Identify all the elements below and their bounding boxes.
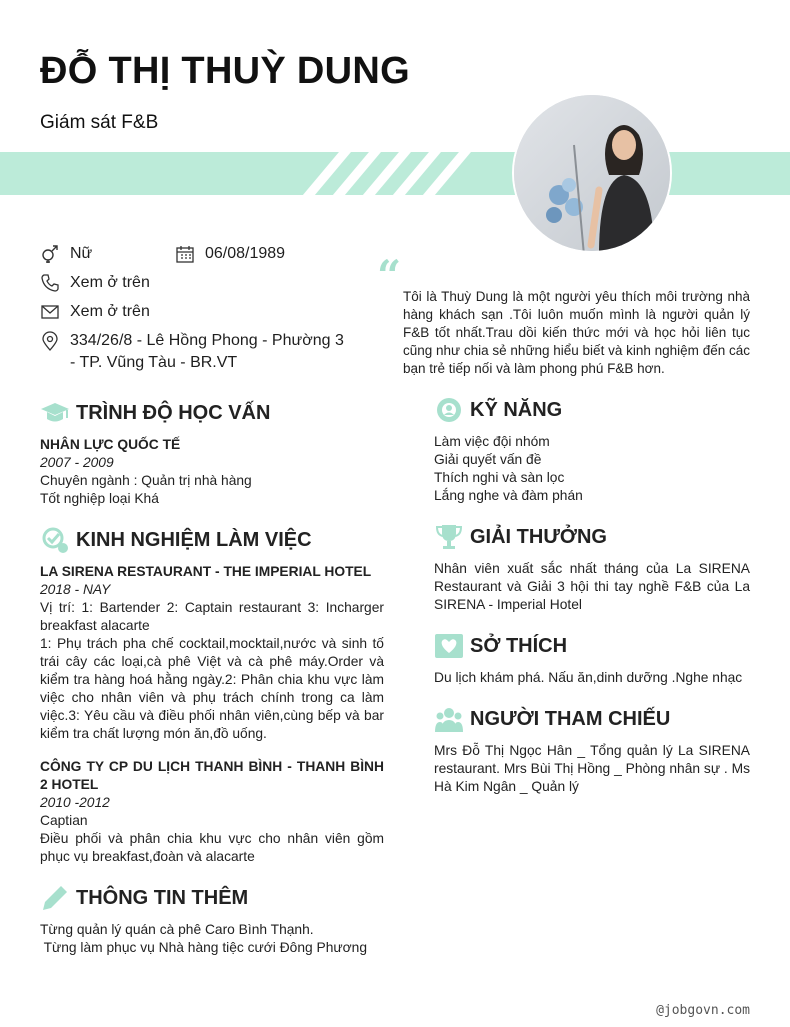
address-row [40, 330, 350, 374]
skill-item: Giải quyết vấn đề [434, 452, 542, 467]
job-period: 2010 -2012 [40, 795, 110, 810]
job-entry [40, 563, 384, 743]
heart-icon [434, 631, 464, 661]
references-heading-text: NGƯỜI THAM CHIẾU [470, 707, 671, 730]
skill-item: Làm việc đội nhóm [434, 434, 550, 449]
email-value: Xem ở trên [70, 303, 150, 320]
mail-icon [40, 302, 60, 322]
address-value: 334/26/8 - Lê Hồng Phong - Phường 3 - TP. Vũng Tàu - BR.VT [70, 332, 344, 371]
hobbies-heading [434, 631, 567, 661]
people-icon [434, 704, 464, 734]
job-role: Captian [40, 813, 88, 828]
education-result: Tốt nghiệp loại Khá [40, 491, 159, 506]
graduation-cap-icon [40, 398, 70, 428]
location-icon [40, 331, 60, 351]
job-title: Giám sát F&B [40, 112, 159, 133]
job-details: Điều phối và phân chia khu vực cho nhân viên gồm phục vụ breakfast,đoàn và alacarte [40, 831, 384, 864]
gender-value: Nữ [70, 245, 93, 262]
profile-photo [512, 93, 672, 253]
pencil-icon [40, 883, 70, 913]
gender-icon [40, 244, 60, 264]
phone-value: Xem ở trên [70, 274, 150, 291]
skills-heading-text: KỸ NĂNG [470, 398, 563, 421]
education-entry [40, 436, 384, 508]
gender-row [40, 243, 92, 265]
experience-heading [40, 525, 312, 555]
job-entry [40, 758, 384, 866]
experience-heading-text: KINH NGHIỆM LÀM VIỆC [76, 528, 312, 551]
awards-heading-text: GIẢI THƯỞNG [470, 525, 607, 548]
about-text: Tôi là Thuỳ Dung là một người yêu thích môi trường nhà hàng khách sạn .Tôi luôn muốn mình là người quản lý F&B tốt nhất.Trau dồi kiến thức mới và học hỏi liên tục cũng như chia sẻ những hiểu biết và kinh nghiệm đến các bạn trẻ tiếp nối và làm phong phú F&B hơn. [403, 289, 750, 376]
job-period: 2018 - NAY [40, 582, 111, 597]
skill-item: Thích nghi và sàn lọc [434, 470, 565, 485]
hobbies-text: Du lịch khám phá. Nấu ăn,dinh dưỡng .Nghe nhạc [434, 670, 743, 685]
candidate-name: ĐỖ THỊ THUỲ DUNG [40, 50, 411, 92]
hobbies-heading-text: SỞ THÍCH [470, 634, 568, 657]
job-company: CÔNG TY CP DU LỊCH THANH BÌNH - THANH BÌNH 2 HOTEL [40, 759, 384, 792]
references-heading [434, 704, 670, 734]
education-major: Chuyên ngành : Quản trị nhà hàng [40, 473, 252, 488]
additional-entry [40, 921, 384, 957]
trophy-icon [434, 522, 464, 552]
references-text: Mrs Đỗ Thị Ngọc Hân _ Tổng quản lý La SIRENA restaurant. Mrs Bùi Thị Hồng _ Phòng nhân sự . Ms Hà Kim Ngân _ Quản lý [434, 743, 750, 794]
additional-heading-text: THÔNG TIN THÊM [76, 886, 249, 909]
footer-watermark: @jobgovn.com [656, 1003, 750, 1018]
job-role: Vị trí: 1: Bartender 2: Captain restaurant 3: Incharger breakfast alacarte [40, 600, 384, 633]
calendar-icon [175, 244, 195, 264]
education-heading [40, 398, 270, 428]
email-row [40, 301, 150, 323]
job-details: 1: Phụ trách pha chế cocktail,mocktail,nước và sinh tố trái cây các loại,cà phê Việt và cà phê máy.Order và kiểm tra hàng hoá hằng ngày.2: Phân chia khu vực làm việc cho nhân viên và phụ trách chính trong ca làm việc.3: Yêu cầu và điều phối nhân viên,cùng bếp và bar kiểm tra chất lượng món ăn,đồ uống. [40, 636, 384, 741]
badge-check-icon [40, 525, 70, 555]
awards-text: Nhân viên xuất sắc nhất tháng của La SIRENA Restaurant và Giải 3 hội thi tay nghề F&B của La SIRENA - Imperial Hotel [434, 561, 750, 612]
quote-icon: “ [377, 251, 402, 300]
additional-line: Từng làm phục vụ Nhà hàng tiệc cưới Đông Phương [40, 940, 368, 955]
additional-line: Từng quản lý quán cà phê Caro Bình Thạnh. [40, 922, 314, 937]
birthday-row [175, 243, 285, 265]
birthday-value: 06/08/1989 [205, 245, 286, 262]
phone-icon [40, 273, 60, 293]
awards-heading [434, 522, 607, 552]
phone-row [40, 272, 150, 294]
education-period: 2007 - 2009 [40, 455, 114, 470]
skills-list [434, 433, 750, 505]
education-school: NHÂN LỰC QUỐC TẾ [40, 437, 181, 452]
education-heading-text: TRÌNH ĐỘ HỌC VẤN [76, 401, 271, 424]
skill-item: Lắng nghe và đàm phán [434, 488, 583, 503]
skills-heading [434, 395, 562, 425]
additional-heading [40, 883, 248, 913]
skills-icon [434, 395, 464, 425]
job-company: LA SIRENA RESTAURANT - THE IMPERIAL HOTEL [40, 564, 372, 579]
